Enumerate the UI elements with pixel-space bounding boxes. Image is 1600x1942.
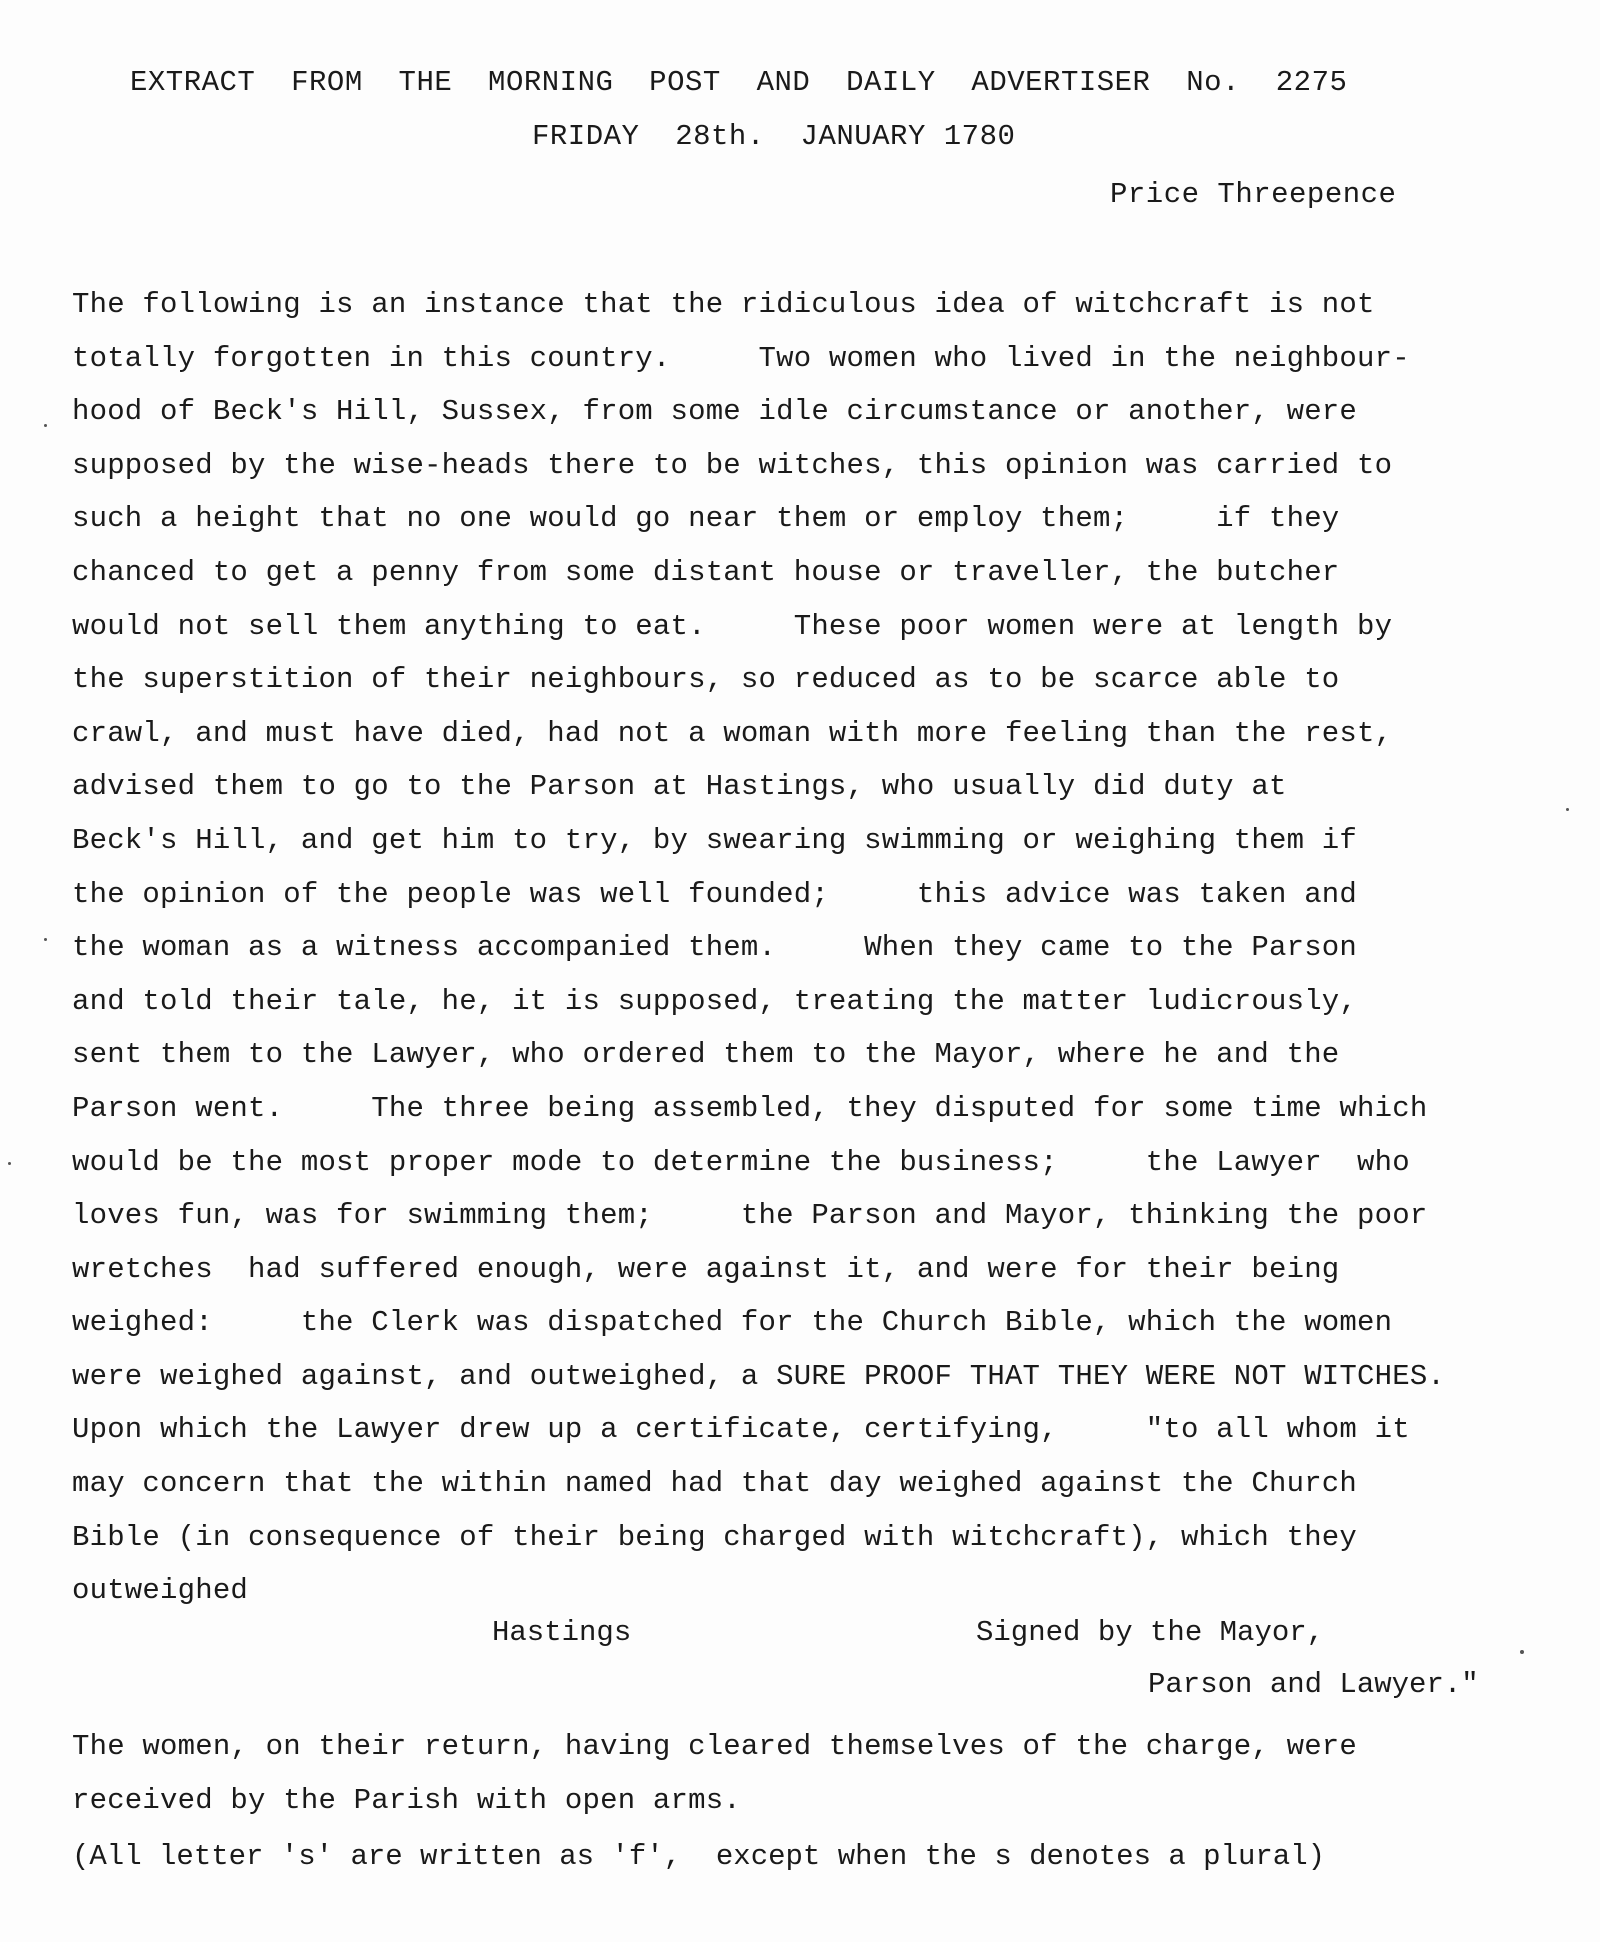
article-line: weighed: the Clerk was dispatched for the Church Bible, which the women xyxy=(72,1306,1393,1340)
scan-speck xyxy=(44,424,47,427)
article-line: the superstition of their neighbours, so reduced as to be scarce able to xyxy=(72,663,1340,697)
scan-speck xyxy=(44,938,47,941)
article-line: Bible (in consequence of their being charged with witchcraft), which they xyxy=(72,1520,1358,1554)
article-line: advised them to go to the Parson at Hastings, who usually did duty at xyxy=(72,770,1287,804)
closing-line: received by the Parish with open arms. xyxy=(72,1783,741,1817)
article-line: Beck's Hill, and get him to try, by swearing swimming or weighing them if xyxy=(72,823,1358,857)
scan-speck xyxy=(1566,808,1569,811)
article-line: supposed by the wise-heads there to be witches, this opinion was carried to xyxy=(72,448,1393,482)
article-line: loves fun, was for swimming them; the Parson and Mayor, thinking the poor xyxy=(72,1199,1428,1233)
signature-place: Hastings xyxy=(492,1616,632,1649)
article-line: the woman as a witness accompanied them. When they came to the Parson xyxy=(72,931,1358,965)
price-label: Price Threepence xyxy=(1110,178,1397,211)
signature-officials: Parson and Lawyer." xyxy=(1148,1668,1479,1701)
transcription-note: (All letter 's' are written as 'f', except when the s denotes a plural) xyxy=(72,1840,1326,1873)
article-line: would not sell them anything to eat. These poor women were at length by xyxy=(72,609,1393,643)
scan-speck xyxy=(1520,1650,1524,1654)
article-line: crawl, and must have died, had not a woman with more feeling than the rest, xyxy=(72,716,1393,750)
article-line: totally forgotten in this country. Two women who lived in the neighbour- xyxy=(72,341,1410,375)
issue-date: FRIDAY 28th. JANUARY 1780 xyxy=(532,120,1016,153)
article-line: the opinion of the people was well founded; this advice was taken and xyxy=(72,877,1358,911)
newspaper-title: EXTRACT FROM THE MORNING POST AND DAILY ADVERTISER No. 2275 xyxy=(130,66,1348,99)
article-body xyxy=(72,278,1572,1618)
closing-paragraph xyxy=(72,1720,1572,1827)
closing-line: The women, on their return, having cleared themselves of the charge, were xyxy=(72,1730,1358,1763)
article-line: outweighed xyxy=(72,1574,249,1608)
article-line: Parson went. The three being assembled, they disputed for some time which xyxy=(72,1091,1428,1125)
article-line: sent them to the Lawyer, who ordered them to the Mayor, where he and the xyxy=(72,1038,1340,1072)
scan-speck xyxy=(8,1162,11,1165)
article-line: may concern that the within named had that day weighed against the Church xyxy=(72,1467,1358,1501)
article-line: and told their tale, he, it is supposed, treating the matter ludicrously, xyxy=(72,984,1358,1018)
article-line: The following is an instance that the ridiculous idea of witchcraft is not xyxy=(72,288,1375,321)
article-line: hood of Beck's Hill, Sussex, from some idle circumstance or another, were xyxy=(72,395,1358,429)
article-line: were weighed against, and outweighed, a SURE PROOF THAT THEY WERE NOT WITCHES. xyxy=(72,1359,1446,1393)
signature-signed-by: Signed by the Mayor, xyxy=(976,1616,1325,1649)
article-line: would be the most proper mode to determine the business; the Lawyer who xyxy=(72,1145,1410,1179)
article-line: wretches had suffered enough, were against it, and were for their being xyxy=(72,1252,1340,1286)
article-line: Upon which the Lawyer drew up a certificate, certifying, "to all whom it xyxy=(72,1413,1410,1447)
article-line: chanced to get a penny from some distant house or traveller, the butcher xyxy=(72,555,1340,589)
article-line: such a height that no one would go near them or employ them; if they xyxy=(72,502,1340,536)
